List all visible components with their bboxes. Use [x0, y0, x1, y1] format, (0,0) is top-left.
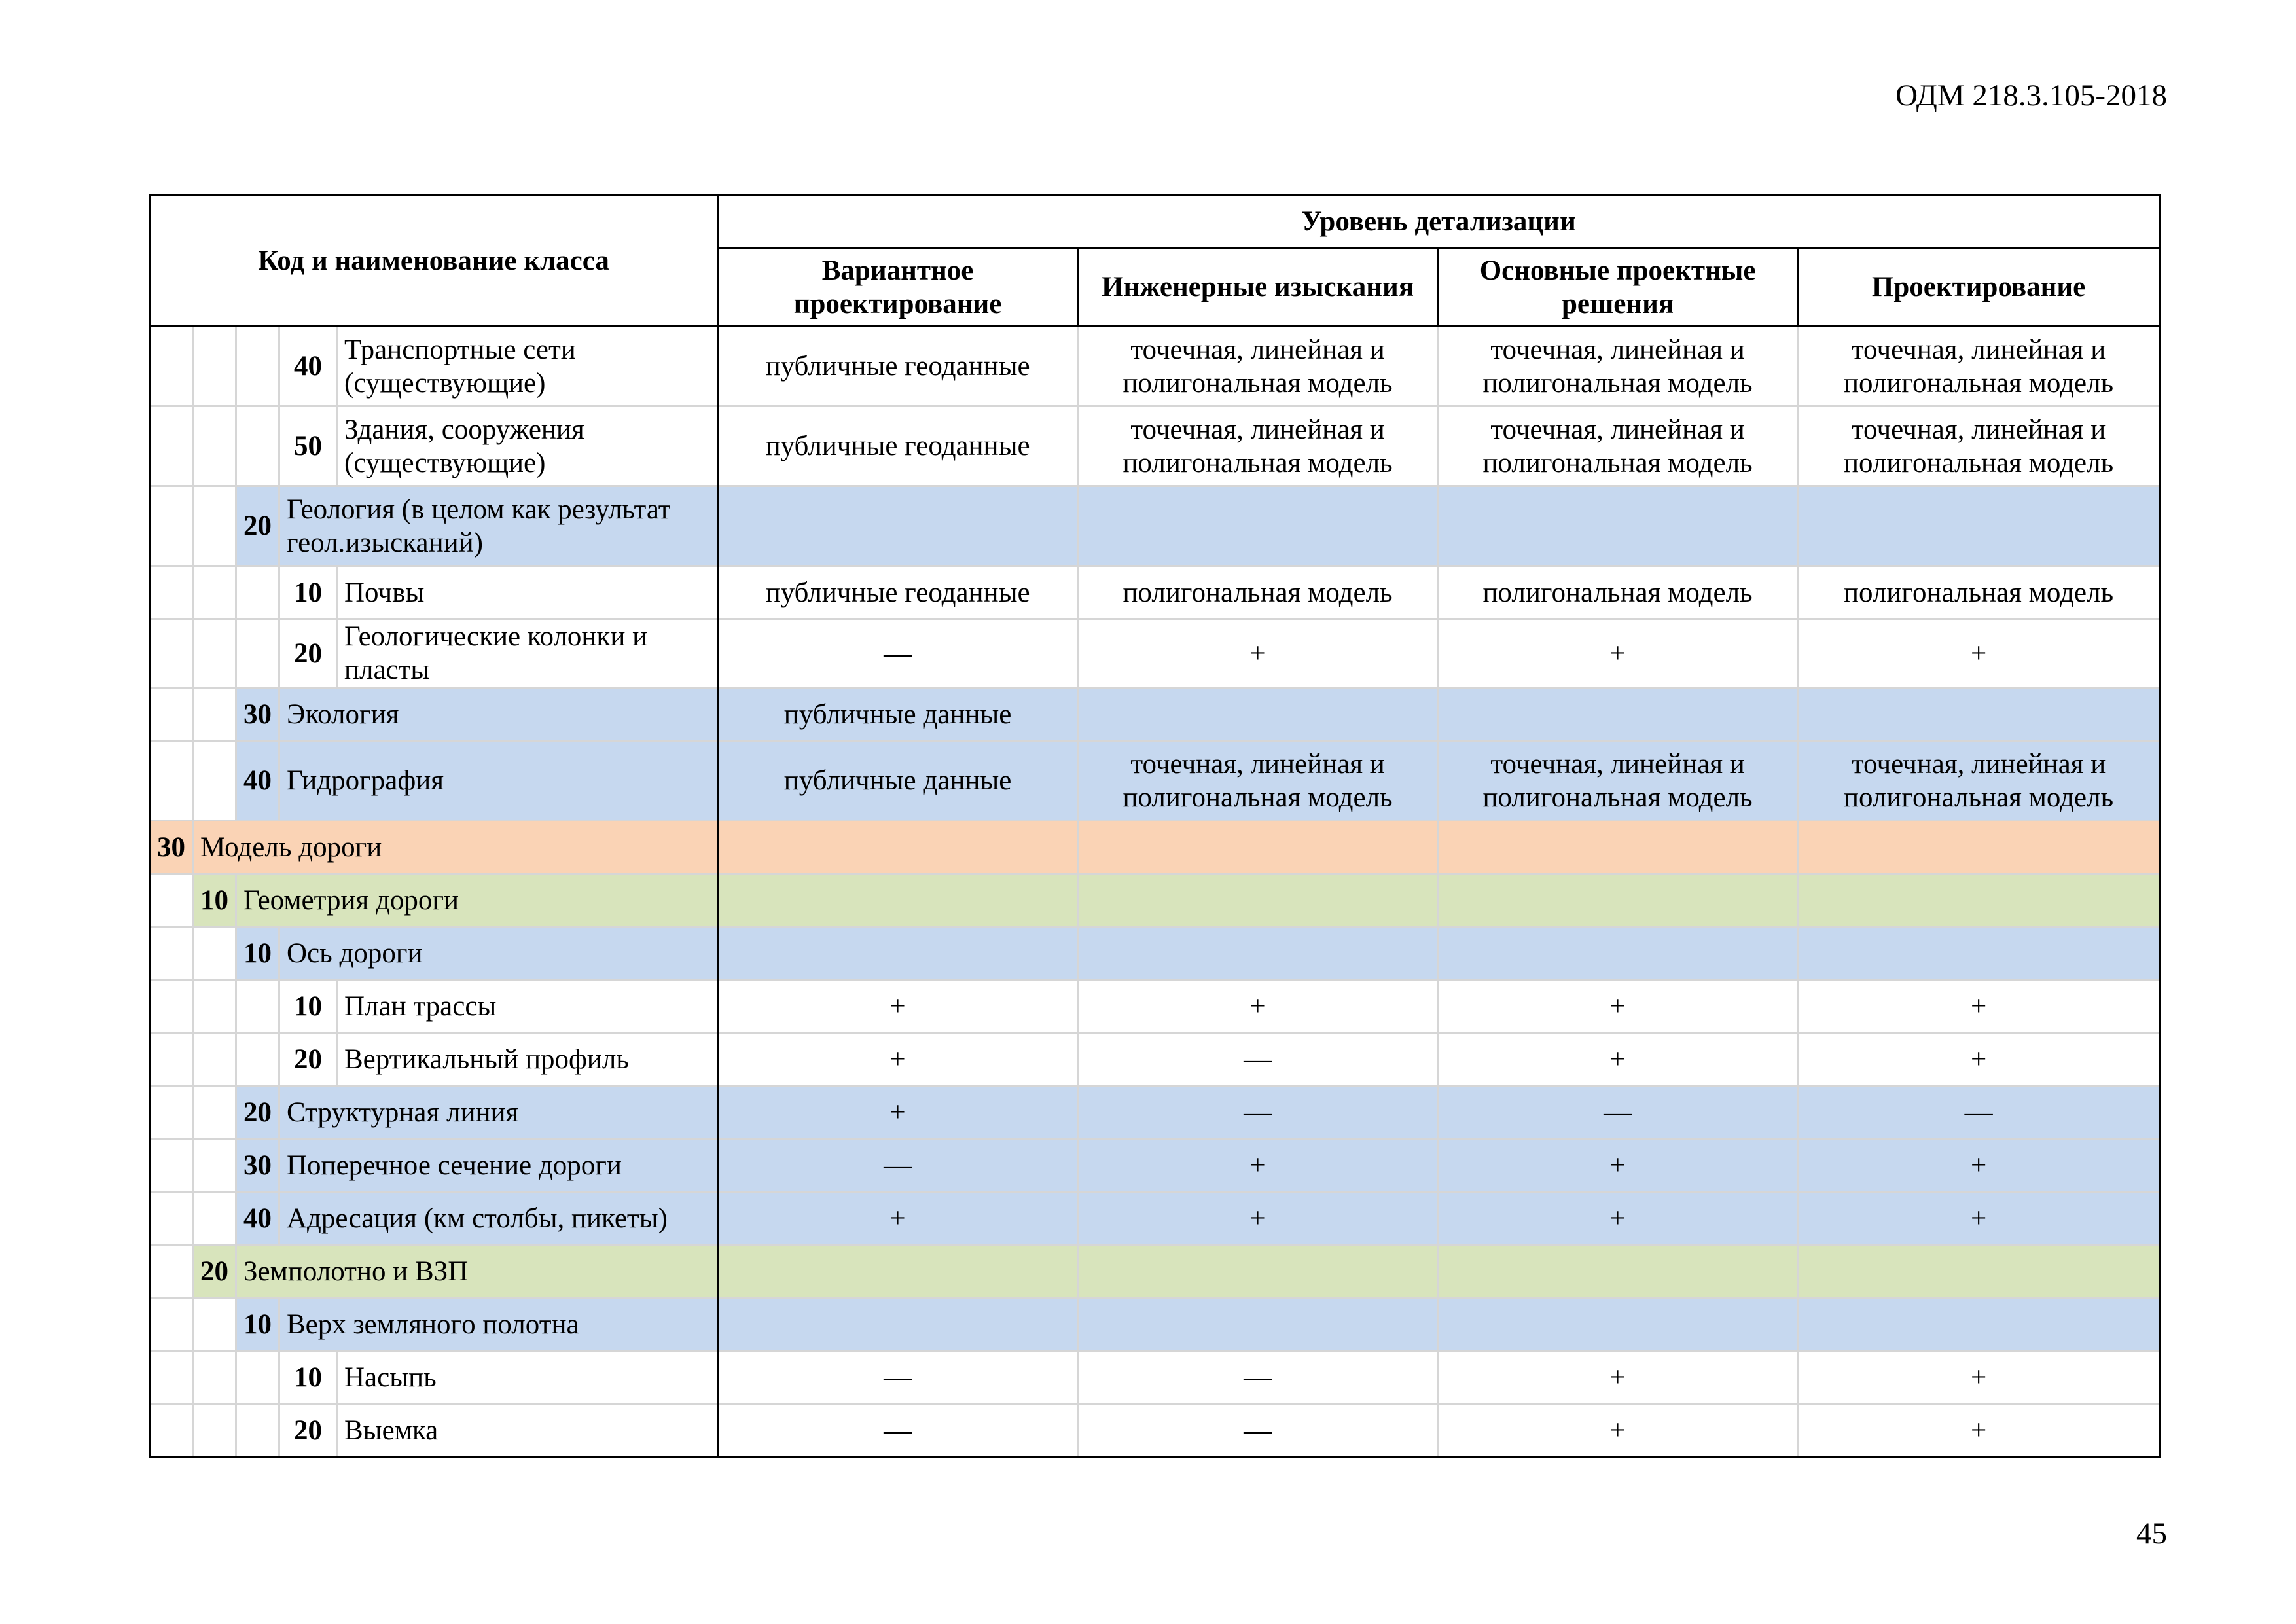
table-row — [150, 821, 2160, 874]
detail-value: + — [1438, 980, 1798, 1033]
class-name: Выемка — [337, 1404, 718, 1457]
class-code: 20 — [279, 1404, 337, 1457]
detail-value — [1438, 1298, 1798, 1351]
detail-value: публичные данные — [718, 741, 1078, 821]
class-name: Геометрия дороги — [236, 874, 718, 927]
detail-value: + — [1798, 1404, 2160, 1457]
class-code: 50 — [279, 406, 337, 486]
indent-cell — [236, 619, 279, 688]
detail-value — [1798, 688, 2160, 741]
class-name: Адресация (км столбы, пикеты) — [279, 1192, 718, 1245]
detail-value: + — [1438, 1139, 1798, 1192]
class-code: 30 — [150, 821, 193, 874]
class-code: 30 — [236, 688, 279, 741]
detail-value: — — [718, 1351, 1078, 1404]
class-name: Модель дороги — [193, 821, 718, 874]
detail-level-header: Уровень детализации — [718, 196, 2160, 248]
detail-value: — — [1078, 1404, 1438, 1457]
indent-cell — [236, 566, 279, 619]
class-code: 20 — [236, 1086, 279, 1139]
detail-value: публичные геоданные — [718, 327, 1078, 406]
table-row — [150, 1192, 2160, 1245]
indent-cell — [193, 1298, 236, 1351]
table-row — [150, 980, 2160, 1033]
detail-value: + — [1438, 1192, 1798, 1245]
detail-value — [1078, 688, 1438, 741]
detail-value: точечная, линейная и полигональная модель — [1798, 406, 2160, 486]
class-name: План трассы — [337, 980, 718, 1033]
detail-value — [1438, 486, 1798, 566]
detail-value: полигональная модель — [1798, 566, 2160, 619]
indent-cell — [236, 1404, 279, 1457]
detail-value: — — [718, 1404, 1078, 1457]
indent-cell — [150, 1245, 193, 1298]
class-code: 20 — [279, 1033, 337, 1086]
indent-cell — [236, 1033, 279, 1086]
indent-cell — [150, 688, 193, 741]
detail-value: — — [1078, 1351, 1438, 1404]
detail-value: точечная, линейная и полигональная модель — [1078, 406, 1438, 486]
table-row — [150, 406, 2160, 486]
indent-cell — [150, 1139, 193, 1192]
detail-value — [1438, 874, 1798, 927]
indent-cell — [150, 1404, 193, 1457]
indent-cell — [236, 406, 279, 486]
class-code: 10 — [236, 1298, 279, 1351]
class-column-header: Код и наименование класса — [150, 196, 718, 327]
indent-cell — [193, 1139, 236, 1192]
table-row — [150, 1298, 2160, 1351]
indent-cell — [193, 486, 236, 566]
table-row — [150, 688, 2160, 741]
class-code: 20 — [193, 1245, 236, 1298]
detail-value — [1078, 874, 1438, 927]
detail-value: — — [1438, 1086, 1798, 1139]
detail-value — [1798, 1298, 2160, 1351]
detail-value: + — [1078, 980, 1438, 1033]
detail-value — [718, 927, 1078, 980]
class-name: Насыпь — [337, 1351, 718, 1404]
detail-value — [1078, 927, 1438, 980]
class-code: 10 — [193, 874, 236, 927]
detail-value: + — [1078, 1192, 1438, 1245]
table-row — [150, 1086, 2160, 1139]
detail-value: публичные геоданные — [718, 406, 1078, 486]
detail-value: точечная, линейная и полигональная модель — [1798, 741, 2160, 821]
class-code: 10 — [279, 1351, 337, 1404]
indent-cell — [150, 980, 193, 1033]
class-code: 20 — [279, 619, 337, 688]
indent-cell — [193, 619, 236, 688]
indent-cell — [150, 741, 193, 821]
indent-cell — [150, 1192, 193, 1245]
indent-cell — [150, 486, 193, 566]
detail-value: публичные данные — [718, 688, 1078, 741]
detail-value: + — [1438, 1351, 1798, 1404]
class-code: 40 — [279, 327, 337, 406]
class-name: Экология — [279, 688, 718, 741]
indent-cell — [193, 566, 236, 619]
class-code: 10 — [279, 980, 337, 1033]
table-row — [150, 1351, 2160, 1404]
detail-value — [1798, 821, 2160, 874]
indent-cell — [150, 619, 193, 688]
indent-cell — [236, 1351, 279, 1404]
indent-cell — [193, 1086, 236, 1139]
indent-cell — [193, 327, 236, 406]
class-name: Геологические колонки и пласты — [337, 619, 718, 688]
class-code: 40 — [236, 1192, 279, 1245]
class-name: Структурная линия — [279, 1086, 718, 1139]
detail-value: — — [718, 1139, 1078, 1192]
detail-value: + — [718, 1033, 1078, 1086]
class-name: Ось дороги — [279, 927, 718, 980]
class-name: Транспортные сети (существующие) — [337, 327, 718, 406]
indent-cell — [150, 1351, 193, 1404]
indent-cell — [150, 927, 193, 980]
indent-cell — [150, 874, 193, 927]
table-row — [150, 619, 2160, 688]
detail-value: + — [1798, 1139, 2160, 1192]
detail-value — [1078, 486, 1438, 566]
table-row — [150, 1245, 2160, 1298]
indent-cell — [150, 1033, 193, 1086]
detail-value — [1438, 821, 1798, 874]
indent-cell — [150, 1298, 193, 1351]
indent-cell — [193, 1351, 236, 1404]
detail-value: + — [1078, 1139, 1438, 1192]
class-code: 20 — [236, 486, 279, 566]
detail-value — [1438, 1245, 1798, 1298]
class-name: Почвы — [337, 566, 718, 619]
detail-value: + — [1798, 619, 2160, 688]
stage-header: Инженерные изыскания — [1078, 248, 1438, 327]
detail-value: точечная, линейная и полигональная модель — [1798, 327, 2160, 406]
detail-value: — — [1798, 1086, 2160, 1139]
class-code: 30 — [236, 1139, 279, 1192]
detail-value: — — [718, 619, 1078, 688]
detail-value — [1438, 927, 1798, 980]
detail-value: + — [718, 980, 1078, 1033]
stage-header: Проектирование — [1798, 248, 2160, 327]
classification-table — [149, 194, 2159, 1474]
document-id: ОДМ 218.3.105-2018 — [1895, 79, 2167, 113]
table-row — [150, 486, 2160, 566]
indent-cell — [236, 980, 279, 1033]
detail-value: — — [1078, 1033, 1438, 1086]
indent-cell — [193, 688, 236, 741]
page-number: 45 — [2136, 1517, 2167, 1551]
detail-value: полигональная модель — [1078, 566, 1438, 619]
indent-cell — [193, 980, 236, 1033]
class-name: Вертикальный профиль — [337, 1033, 718, 1086]
class-name: Верх земляного полотна — [279, 1298, 718, 1351]
detail-value: публичные геоданные — [718, 566, 1078, 619]
table-row — [150, 1139, 2160, 1192]
class-name: Здания, сооружения (существующие) — [337, 406, 718, 486]
detail-value: + — [718, 1192, 1078, 1245]
detail-value — [718, 1298, 1078, 1351]
detail-value: + — [1078, 619, 1438, 688]
detail-value: точечная, линейная и полигональная модель — [1078, 741, 1438, 821]
class-name: Поперечное сечение дороги — [279, 1139, 718, 1192]
indent-cell — [193, 1404, 236, 1457]
class-name: Геология (в целом как результат геол.изысканий) — [279, 486, 718, 566]
class-name: Гидрография — [279, 741, 718, 821]
indent-cell — [193, 927, 236, 980]
detail-value — [1798, 1245, 2160, 1298]
indent-cell — [193, 406, 236, 486]
detail-value — [718, 821, 1078, 874]
indent-cell — [150, 1086, 193, 1139]
class-code: 10 — [279, 566, 337, 619]
detail-value: точечная, линейная и полигональная модель — [1438, 406, 1798, 486]
stage-header: Вариантное проектирование — [718, 248, 1078, 327]
detail-value — [1798, 486, 2160, 566]
class-name: Земполотно и ВЗП — [236, 1245, 718, 1298]
table-row — [150, 1033, 2160, 1086]
indent-cell — [150, 406, 193, 486]
detail-value: + — [1798, 1033, 2160, 1086]
table-row — [150, 741, 2160, 821]
detail-value: точечная, линейная и полигональная модель — [1438, 327, 1798, 406]
detail-value: полигональная модель — [1438, 566, 1798, 619]
indent-cell — [150, 566, 193, 619]
table-row — [150, 1404, 2160, 1457]
indent-cell — [193, 741, 236, 821]
detail-value — [1798, 927, 2160, 980]
detail-value — [1798, 874, 2160, 927]
detail-value — [718, 874, 1078, 927]
detail-value: + — [1438, 1404, 1798, 1457]
table-row — [150, 927, 2160, 980]
detail-value — [718, 1245, 1078, 1298]
detail-value — [1078, 1298, 1438, 1351]
table-row — [150, 327, 2160, 406]
detail-value: точечная, линейная и полигональная модель — [1438, 741, 1798, 821]
detail-value: + — [718, 1086, 1078, 1139]
indent-cell — [150, 327, 193, 406]
stage-header: Основные проектные решения — [1438, 248, 1798, 327]
detail-value — [1078, 1245, 1438, 1298]
indent-cell — [193, 1192, 236, 1245]
detail-value: + — [1798, 980, 2160, 1033]
table-row — [150, 874, 2160, 927]
detail-value — [1078, 821, 1438, 874]
detail-value: + — [1438, 1033, 1798, 1086]
class-code: 40 — [236, 741, 279, 821]
class-code: 10 — [236, 927, 279, 980]
detail-value: — — [1078, 1086, 1438, 1139]
table-row — [150, 566, 2160, 619]
detail-value: + — [1798, 1192, 2160, 1245]
detail-value: + — [1798, 1351, 2160, 1404]
indent-cell — [193, 1033, 236, 1086]
indent-cell — [236, 327, 279, 406]
detail-value — [1438, 688, 1798, 741]
detail-value: точечная, линейная и полигональная модель — [1078, 327, 1438, 406]
detail-value: + — [1438, 619, 1798, 688]
detail-value — [718, 486, 1078, 566]
